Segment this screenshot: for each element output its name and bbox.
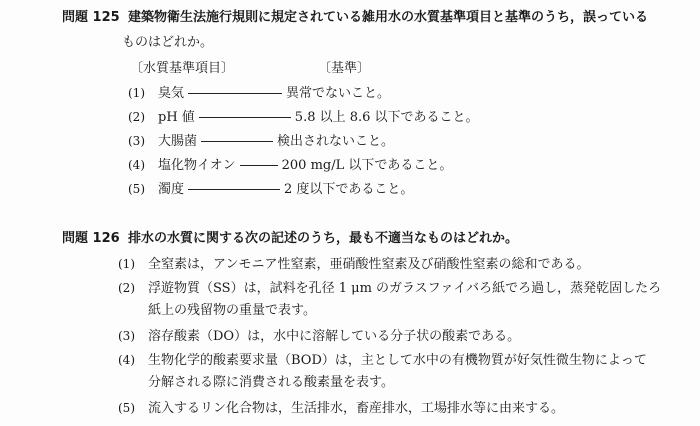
q125-option-3 [128,132,394,151]
q125-stem-line2: ものはどれか。 [122,35,214,50]
leader-line [188,93,282,94]
q126-stem-text-end: ものはどれか。 [426,231,518,246]
option-number: (2) [128,110,145,124]
option-number: (3) [118,329,135,343]
q126-option-5 [118,399,564,418]
option-number: (4) [128,158,145,172]
q126-option-2-cont: 紙上の残留物の重量で表す。 [148,303,316,318]
option-text: 生物化学的酸素要求量（BOD）は，主として水中の有機物質が好気性微生物によって [148,353,647,368]
leader-line [201,141,273,142]
option-standard: 5.8 以上 8.6 以下であること。 [294,110,479,125]
option-text: 浮遊物質（SS）は，試料を孔径 1 μm のガラスファイバろ紙でろ過し，蒸発乾固したろ [148,281,662,296]
q126-option-1 [118,255,589,274]
q126-option-3 [118,327,520,346]
option-number: (4) [118,353,135,367]
option-item: 塩化物イオン [158,158,236,173]
q125-option-2 [128,108,479,127]
option-number: (1) [128,86,145,100]
q126-label: 問題 126 [62,231,120,246]
q126-stem-emphasis: 最も不適当な [348,231,427,246]
q125-header-item: 〔水質基準項目〕 [130,61,235,76]
option-item: 大腸菌 [158,134,198,149]
option-number: (5) [118,401,135,415]
q125-stem-text: 建築物衛生法施行規則に規定されている雑用水の水質基準項目と基準のうち， [127,10,583,25]
q125-header-standard: 〔基準〕 [318,61,371,76]
q126-stem-text: 排水の水質に関する次の記述のうち， [127,231,349,246]
option-number: (5) [128,182,145,196]
q125-stem-line1 [62,9,648,27]
q125-option-1 [128,84,390,103]
q126-option-4 [118,351,647,370]
option-standard: 2 度以下であること。 [284,182,414,197]
option-item: 臭気 [158,86,185,101]
option-item: 濁度 [158,182,185,197]
option-number: (1) [118,257,135,271]
option-item: pH 値 [158,110,195,125]
option-standard: 検出されないこと。 [277,134,395,149]
option-number: (2) [118,281,135,295]
q126-option-4-cont: 分解される際に消費される酸素量を表す。 [148,375,394,390]
option-text: 溶存酸素（DO）は，水中に溶解している分子状の酸素である。 [148,329,521,344]
option-number: (3) [128,134,145,148]
q126-option-2 [118,279,661,298]
q125-label: 問題 125 [62,10,120,25]
leader-line [199,117,291,118]
q125-stem-emphasis: 誤っている [582,10,648,25]
option-standard: 異常でないこと。 [286,86,391,101]
q126-stem [62,230,518,248]
leader-line [240,165,278,166]
option-text: 全窒素は，アンモニア性窒素，亜硝酸性窒素及び硝酸性窒素の総和である。 [148,257,590,272]
q125-option-5 [128,180,413,199]
option-text: 流入するリン化合物は，生活排水，畜産排水，工場排水等に由来する。 [148,401,565,416]
q125-option-4 [128,156,452,175]
leader-line [188,189,280,190]
option-standard: 200 mg/L 以下であること。 [281,158,453,173]
